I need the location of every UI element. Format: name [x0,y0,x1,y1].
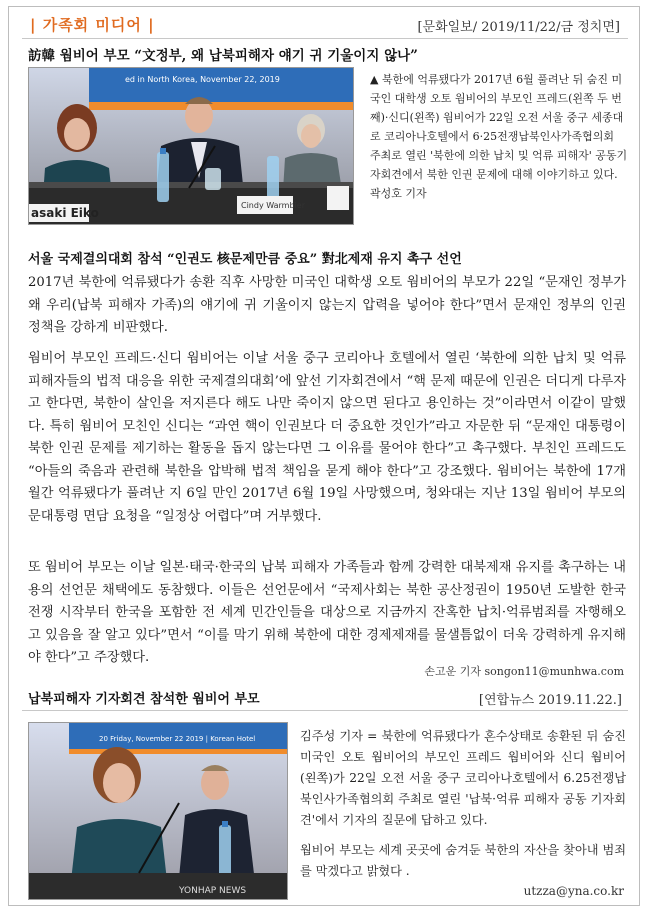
nameplate-left: asaki Eiko [31,206,99,220]
press-conference-illustration [29,68,353,224]
photo-banner-text: ed in North Korea, November 22, 2019 [125,75,280,84]
press-conference-photo [28,67,354,225]
article-paragraph: 또 웜비어 부모는 이날 일본·태국·한국의 납북 피해자 가족들과 함께 강력한 대북제재 유지를 촉구하는 내용의 선언문 채택에도 동참했다. 이들은 선언문에서 “국제사회는 북한 공산정권이 1950년 도발한 한국전쟁 시작부터 한국을 포함한 전 세계 민간인들을 대상으로 지금까지 잔혹한 납치·억류범죄를 자행해오고 있음을 잘 알고 있다”면서 “이를 막기 위해 북한에 대한 경제제재를 물샐틈없이 더욱 강력하게 유지해야 한다”고 주장했다. [28,560,626,665]
article2-source: [연합뉴스 2019.11.22.] [478,693,622,708]
article-byline: 손고운 기자 songon11@munhwa.com [424,665,624,678]
article2-paragraph: 웜비어 부모는 세계 곳곳에 숨겨둔 북한의 자산을 찾아내 범죄를 막겠다고 밝혔다 . [300,843,626,878]
photo-watermark: YONHAP NEWS [179,886,247,896]
wambier-parents-illustration [29,723,287,899]
article2-email: utzza@yna.co.kr [523,884,624,898]
section-title: | 가족회 미디어 | [30,16,155,34]
article2-headline: 납북피해자 기자회견 참석한 웜비어 부모 [28,692,260,707]
wambier-parents-photo [28,722,288,900]
photo-caption: ▲ 북한에 억류됐다가 2017년 6월 풀려난 뒤 숨진 미국인 대학생 오토 웜비어의 부모인 프레드(왼쪽 두 번째)·신디(왼쪽) 웜비어가 22일 오전 서울 중구 세종대로 코리아나호텔에서 6·25전쟁납북인사가족협의회 주최로 열린 '북한에 의한 납치 및 억류 피해자' 공동기자회견에서 북한 인권 문제에 대해 이야기하고 있다. 곽성호 기자 [370,73,628,200]
article-paragraph: 웜비어 부모인 프레드·신디 웜비어는 이날 서울 중구 코리아나 호텔에서 열린 ‘북한에 의한 납치 및 억류 피해자들의 법적 대응을 위한 국제결의대회’에 앞선 기자회견에서 “핵 문제 때문에 인권은 더디게 다루자고 한다면, 북한이 살인을 저지른다 해도 나만 죽이지 않으면 된다고 용인하는 것”이라면서 이같이 말했다. 특히 웜비어 모친인 신디는 “과연 핵이 인권보다 더 중요한 것인가”라고 자문한 뒤 “문재인 대통령이 북한 인권 문제를 제기하는 활동을 돕지 않는다면 그 이유를 물어야 한다”고 촉구했다. 부친인 프레드도 “아들의 죽음과 관련해 북한을 압박해 법적 책임을 묻게 해야 한다”고 강조했다. 웜비어는 북한에 17개월간 억류됐다가 풀려난 지 6일 만인 2017년 6월 19일 사망했으며, 청와대는 지난 13일 웜비어 부모의 문대통령 면담 요청을 “일정상 어렵다”며 거부했다. [28,351,626,524]
source-label: [문화일보/ 2019/11/22/금 정치면] [417,20,620,35]
divider [22,38,628,39]
article-headline: 訪韓 웜비어 부모 “文정부, 왜 납북피해자 얘기 귀 기울이지 않나” [28,48,418,64]
article-subheadline: 서울 국제결의대회 참석 “인권도 核문제만큼 중요” 對北제재 유지 촉구 선언 [28,252,462,267]
article-paragraph: 2017년 북한에 억류됐다가 송환 직후 사망한 미국인 대학생 오토 웜비어의 부모가 22일 “문재인 정부가 왜 우리(납북 피해자 가족)의 얘기에 귀 기울이지 않는지 압력을 넣어야 한다”면서 문재인 정부의 인권 정책을 강하게 비판했다. [28,275,626,335]
nameplate-center: Cindy Warmbier [241,201,305,210]
photo2-banner-text: 20 Friday, November 22 2019 | Korean Hotel [99,735,256,743]
divider [22,710,628,711]
article2-paragraph: 김주성 기자 = 북한에 억류됐다가 혼수상태로 송환된 뒤 숨진 미국인 오토 웜비어의 부모인 프레드 웜비어와 신디 웜비어(왼쪽)가 22일 오전 서울 중구 코리아나호텔에서 6.25전쟁납북인사가족협의회 주최로 열린 '납북·억류 피해자 공동 기자회견'에서 기자의 질문에 답하고 있다. [300,729,626,827]
